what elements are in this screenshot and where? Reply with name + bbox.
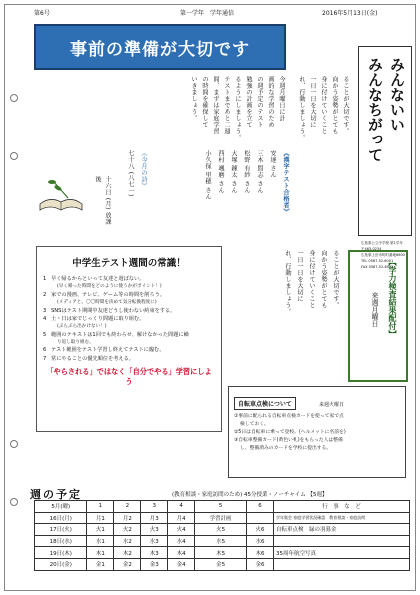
page-title — [34, 24, 286, 70]
article-line: ることが大切です。 — [332, 250, 339, 309]
article-line: 勉強の計画を立て — [245, 76, 252, 128]
schedule-cell: 金2 — [114, 558, 141, 570]
schedule-cell: 金5 — [195, 558, 247, 570]
article-line: 身に付けていくこと — [320, 76, 327, 135]
schedule-cell: 火5 — [195, 524, 247, 536]
rule-number: 3 — [43, 307, 47, 314]
honor-list — [150, 150, 290, 240]
masthead — [358, 46, 412, 236]
article-line: 今週月曜日に計 — [278, 76, 285, 122]
schedule-cell: 月1 — [87, 512, 114, 524]
schedule-title: 週の予定 — [30, 488, 82, 501]
honor-name: 小久保 里穂 さん — [204, 150, 211, 201]
schedule-row — [35, 535, 410, 547]
schedule-cell: 水6 — [247, 535, 274, 547]
rule-number: 7 — [43, 355, 47, 362]
rule-item — [43, 275, 215, 291]
notice-title: 【学力検査結果配付】 — [388, 258, 397, 338]
honor-name: 三木 賢志 さん — [256, 150, 263, 194]
schedule-row — [35, 558, 410, 570]
schedule-event — [274, 535, 410, 547]
article-line: 間、まずは家庭学習 — [212, 76, 219, 135]
rule-text: 土・日は家でじっくり問題に取り組む。 — [51, 315, 145, 322]
article-line: いきましょう。 — [190, 76, 197, 122]
schedule-cell: 月3 — [141, 512, 168, 524]
rule-text: 常にやることの優先順位を考える。 — [51, 355, 135, 362]
test-week-title: 中学生テスト週間の常識！ — [72, 258, 186, 269]
poem-label: 《今月の詩》 — [140, 150, 147, 189]
schedule-cell: 16日(月) — [35, 512, 87, 524]
schedule-event: 35周年航空写真 — [274, 547, 410, 559]
binder-hole — [10, 440, 18, 448]
article-line: れ、行動しましょう。 — [298, 76, 305, 141]
article-line: テストまであと二週 — [223, 76, 230, 135]
bike-line: し、整備済みのカードを学校に提出する。 — [240, 446, 332, 451]
rules-article — [230, 250, 340, 380]
schedule-header-cell: 3 — [141, 501, 168, 513]
rule-subtext: (ぶらぶら出かけない！) — [57, 324, 107, 329]
schedule-cell: 水1 — [87, 535, 114, 547]
notice-date: 来週月曜日 — [371, 292, 379, 327]
schedule-cell: 18日(水) — [35, 535, 87, 547]
schedule-header-cell: 1 — [87, 501, 114, 513]
rule-item — [43, 346, 215, 354]
test-week-box — [36, 246, 222, 432]
test-results-notice — [348, 250, 408, 382]
schedule-cell: 木3 — [141, 547, 168, 559]
schedule-cell — [247, 512, 274, 524]
page-title-text: 事前の準備が大切です — [70, 39, 250, 60]
schedule-table — [34, 500, 410, 571]
honor-name: 大塚 錬太 さん — [230, 150, 237, 194]
rule-item — [43, 331, 215, 347]
article-line: の時間を確保して — [201, 76, 208, 128]
article-line: 向かう姿勢がとても — [331, 76, 338, 135]
schedule-cell: 金4 — [168, 558, 195, 570]
schedule-cell: 木1 — [87, 547, 114, 559]
honor-heading: 《漢字テスト合格者》 — [282, 150, 289, 215]
rule-subtext: (早く帰った時間をどのように使うかがポイント！) — [57, 284, 162, 290]
schedule-row — [35, 512, 410, 524]
schedule-cell: 金6 — [247, 558, 274, 570]
bike-line: ①事前に配られる自転車点検カードを使って家で点 — [234, 414, 344, 419]
schedule-cell: 金1 — [87, 558, 114, 570]
issue-number: 第6号 — [34, 10, 50, 17]
poem-caption-text: 十六日 (月) 放課後 — [94, 176, 111, 225]
schedule-header-cell: 行 事 な ど — [274, 501, 410, 513]
schedule-header-cell: 4 — [168, 501, 195, 513]
article-line: ることが大切です。 — [342, 76, 349, 135]
issue-date: 2016年5月13日(金) — [322, 10, 378, 17]
poem-text: 七十八 (八七一) — [127, 150, 134, 197]
schedule-cell: 水3 — [141, 535, 168, 547]
rule-text: テスト範囲をテスト学習し終えてテストに臨む。 — [51, 347, 165, 354]
poem-block — [120, 150, 148, 230]
schedule-header-cell: 2 — [114, 501, 141, 513]
school-tel: TEL 0587-52-6001 — [361, 259, 394, 263]
schedule-cell: 木6 — [247, 547, 274, 559]
rule-number: 5 — [43, 331, 47, 338]
schedule-cell: 月4 — [168, 512, 195, 524]
schedule-cell: 火4 — [168, 524, 195, 536]
schedule-header-row — [35, 501, 410, 513]
bike-line: ②5日は自転車に乗って登校。(ヘルメットに名前を) — [234, 430, 346, 435]
schedule-cell: 火3 — [141, 524, 168, 536]
schedule-cell: 火1 — [87, 524, 114, 536]
rule-number: 2 — [43, 291, 47, 298]
rule-item — [43, 355, 215, 363]
binder-hole — [10, 94, 18, 102]
rule-item — [43, 307, 215, 315]
rule-text: 範囲のテキストは1回でも終わらせ、解けなかった問題に繰 — [51, 331, 189, 338]
masthead-title-line2: みんないい — [388, 57, 406, 132]
poem-caption — [92, 176, 112, 228]
schedule-cell: 火2 — [114, 524, 141, 536]
masthead-title-line1: みんなちがって — [366, 57, 384, 162]
schedule-row — [35, 547, 410, 559]
rule-text: 家での漫画、テレビ、ゲーム等の時間を削ろう。 — [51, 291, 165, 298]
rule-text: SNSはテスト期間中友達どうし使わない約束をする。 — [51, 307, 176, 314]
bike-inspection-date: 来週火曜日 — [318, 402, 344, 408]
rule-text: 早く帰るからといって友達と遊ばない。 — [51, 276, 145, 282]
schedule-event: 自転車点検 緑の羽募金 — [274, 524, 410, 536]
schedule-cell: 19日(木) — [35, 547, 87, 559]
rule-number: 1 — [43, 276, 47, 282]
schedule-cell: 水5 — [195, 535, 247, 547]
open-book-icon — [36, 176, 86, 216]
schedule-event — [274, 558, 410, 570]
school-name: 広島県公立中学校 第1学年 — [361, 241, 403, 245]
rule-subtext: り返し取り組む。 — [57, 339, 94, 345]
school-address: 広島県上田市町町番地6600 — [361, 253, 405, 257]
schedule-header-cell: 6 — [247, 501, 274, 513]
honor-name: 西村 颯磨 さん — [217, 150, 224, 194]
schedule-cell: 金3 — [141, 558, 168, 570]
bike-line: ③自転車整備カード(黄色い札)をもらった人は整備 — [234, 438, 343, 443]
schedule-cell: 20日(金) — [35, 558, 87, 570]
schedule-cell: 木4 — [168, 547, 195, 559]
rule-subtext: (メディアと、〇〇時間を決めて気分転換程度に) — [57, 300, 157, 305]
masthead-title — [361, 57, 411, 177]
honor-name: 安達 さん — [269, 150, 276, 179]
rule-item — [43, 291, 215, 307]
bike-inspection-box — [228, 386, 406, 478]
article-line: 画的な学習のため — [267, 76, 274, 128]
rule-item — [43, 315, 215, 331]
article-line: れ、行動しましょう。 — [284, 250, 291, 315]
book-illustration — [36, 176, 86, 216]
schedule-header-cell: 5月(曜) — [35, 501, 87, 513]
schedule-cell: 木2 — [114, 547, 141, 559]
article-line: 一日一日を大切に — [309, 76, 316, 128]
rule-number: 4 — [43, 315, 47, 322]
article-line: 向かう姿勢がとても — [320, 250, 327, 309]
schedule-cell: 月2 — [114, 512, 141, 524]
newsletter-name: 第一学年 学年通信 — [180, 10, 235, 17]
article-body-right — [290, 76, 350, 176]
school-postal: 〒463-0234 — [361, 247, 382, 251]
schedule-cell: 水4 — [168, 535, 195, 547]
test-week-punchline: 「やらされる」ではなく「自分でやる」学習にしよう — [46, 366, 212, 386]
article-line: の週予定のテスト — [256, 76, 263, 128]
schedule-row — [35, 524, 410, 536]
schedule-cell: 木5 — [195, 547, 247, 559]
rule-number: 6 — [43, 347, 47, 354]
schedule-cell: 学習計画 — [195, 512, 247, 524]
bike-inspection-title: 自転車点検について — [234, 397, 296, 410]
schedule-cell: 火6 — [247, 524, 274, 536]
schedule-cell: 水2 — [114, 535, 141, 547]
binder-hole — [10, 152, 18, 160]
schedule-cell: 17日(火) — [35, 524, 87, 536]
article-line: 身に付けていくこと — [308, 250, 315, 309]
school-fax: FAX 0587-52-6002 — [361, 265, 394, 269]
article-line: 一日一日を大切に — [296, 250, 303, 302]
schedule-note: (教育相談・家庭訪問のため) 45分授業・ノーチャイム 【5週】 — [172, 492, 328, 498]
article-line: るようにしましょう。 — [234, 76, 241, 141]
bike-line: 検しておく。 — [240, 422, 269, 427]
honor-name: 松野 有紗 さん — [243, 150, 250, 194]
schedule-header-cell: 5 — [195, 501, 247, 513]
schedule-event: 学年集会 家庭学習状況確認 教育相談・家庭訪問 — [274, 512, 410, 524]
binder-hole — [10, 498, 18, 506]
